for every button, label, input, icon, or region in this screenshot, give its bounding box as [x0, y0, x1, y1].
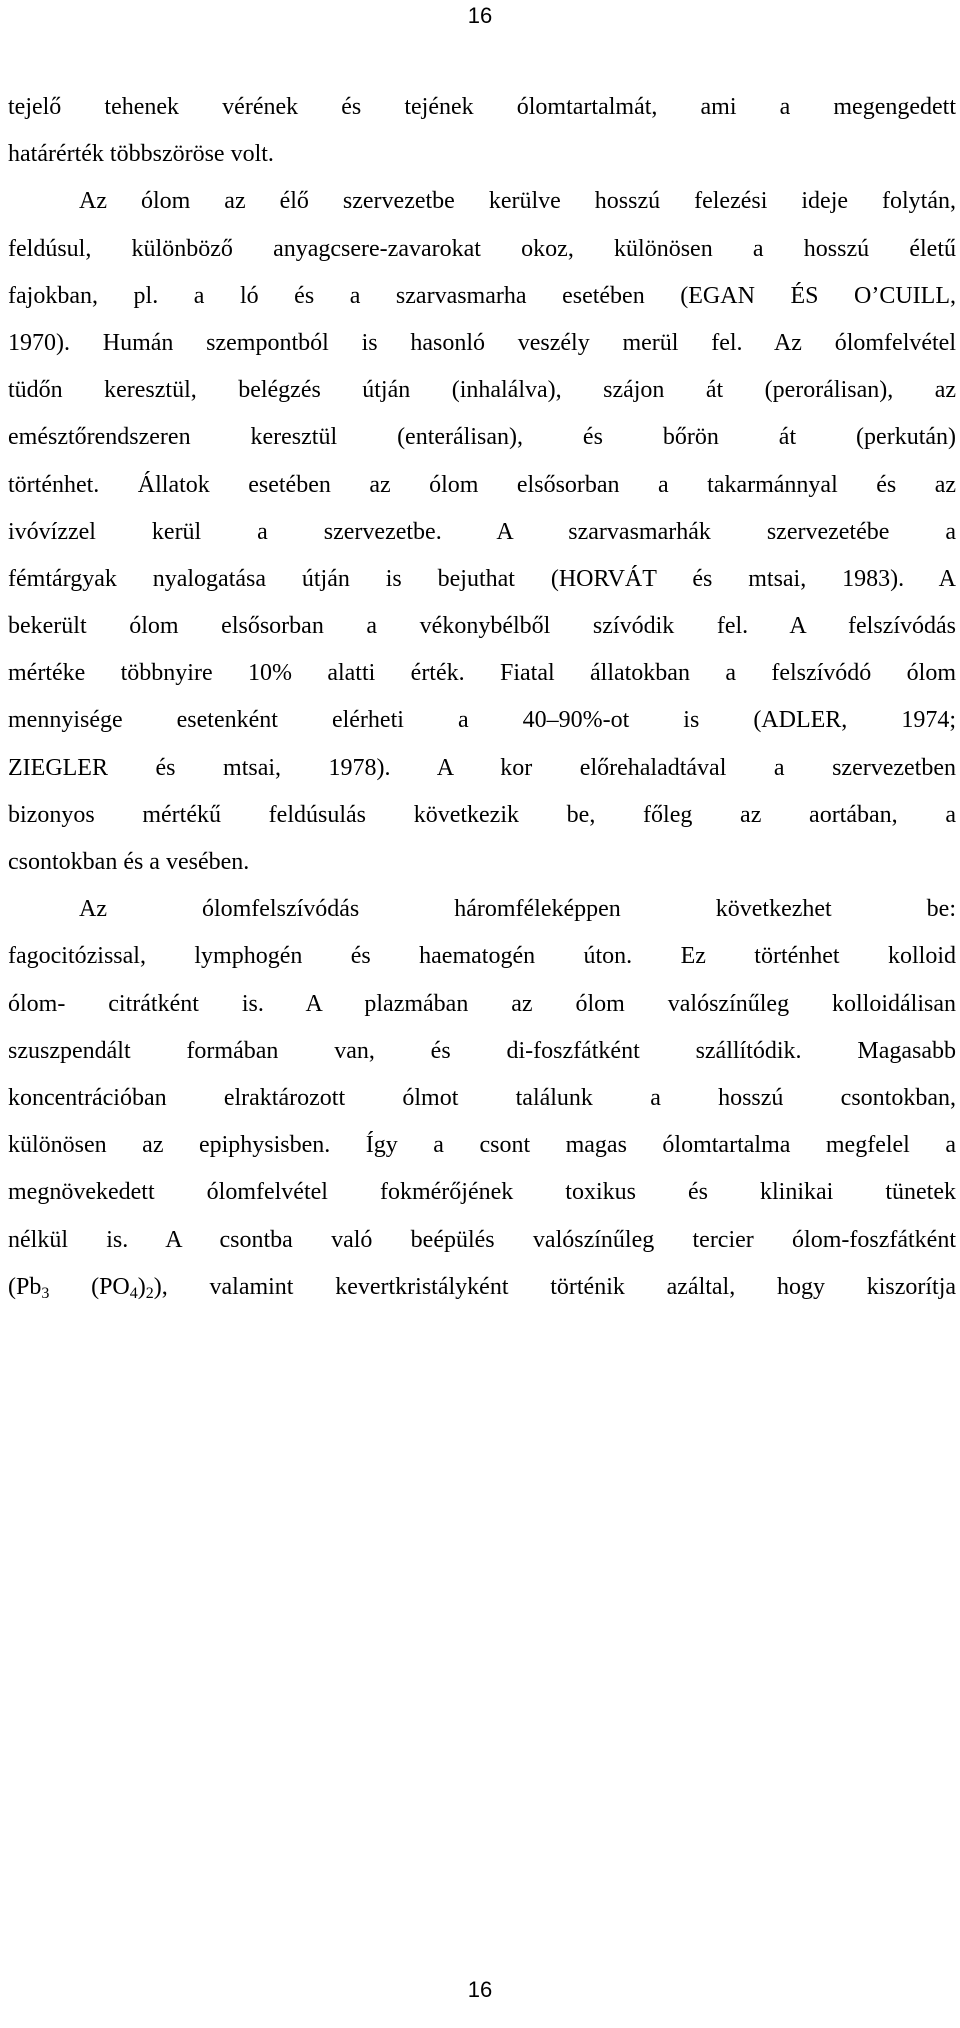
page-number-bottom: 16: [467, 1977, 493, 2002]
document-body: [8, 95, 956, 1322]
text-line: csontokban és a vesében.: [8, 849, 250, 875]
text-line: mennyisége esetenként elérheti a 40–90%-ot is (ADLER, 1974;: [8, 707, 956, 734]
text-line: szuszpendált formában van, és di-foszfátként szállítódik. Magasabb: [8, 1037, 956, 1064]
text-line: nélkül is. A csontba való beépülés valószínűleg tercier ólom-foszfátként: [8, 1226, 956, 1253]
text-line: ZIEGLER és mtsai, 1978). A kor előrehaladtával a szervezetben: [8, 754, 956, 781]
paragraph-start-line: Az ólom az élő szervezetbe kerülve hosszú felezési ideje folytán,: [79, 188, 956, 215]
text-line: fajokban, pl. a ló és a szarvasmarha esetében (EGAN ÉS O’CUILL,: [8, 282, 956, 309]
text-line: emésztőrendszeren keresztül (enterálisan), és bőrön át (perkután): [8, 424, 956, 451]
text-line: feldúsul, különböző anyagcsere-zavarokat okoz, különösen a hosszú életű: [8, 235, 956, 262]
formula-text: ), valamint kevertkristályként történik azáltal, hogy kiszorítja: [153, 1273, 957, 1300]
formula-subscript: 2: [145, 1284, 154, 1302]
text-line: bekerült ólom elsősorban a vékonybélből szívódik fel. A felszívódás: [8, 613, 956, 640]
formula-subscript: 3: [41, 1284, 50, 1302]
text-line: fagocitózissal, lymphogén és haematogén úton. Ez történhet kolloid: [8, 943, 956, 970]
text-line: tüdőn keresztül, belégzés útján (inhalálva), szájon át (perorálisan), az: [8, 377, 956, 404]
formula-text: (PO: [49, 1273, 130, 1300]
text-line: mértéke többnyire 10% alatti érték. Fiatal állatokban a felszívódó ólom: [8, 660, 956, 687]
formula-text: (Pb: [8, 1273, 42, 1300]
text-line: ivóvízzel kerül a szervezetbe. A szarvasmarhák szervezetébe a: [8, 518, 956, 545]
text-line: ólom- citrátként is. A plazmában az ólom valószínűleg kolloidálisan: [8, 990, 956, 1017]
text-line: 1970). Humán szempontból is hasonló veszély merül fel. Az ólomfelvétel: [8, 329, 956, 356]
formula-text: ): [137, 1273, 146, 1300]
text-line: különösen az epiphysisben. Így a csont magas ólomtartalma megfelel a: [8, 1132, 956, 1159]
text-line: határérték többszöröse volt.: [8, 141, 274, 168]
text-line: tejelő tehenek vérének és tejének ólomtartalmát, ami a megengedett: [8, 94, 956, 120]
page-number-top: 16: [467, 3, 493, 28]
formula-line: [8, 1275, 956, 1322]
text-line: koncentrációban elraktározott ólmot találunk a hosszú csontokban,: [8, 1084, 956, 1111]
formula-subscript: 4: [129, 1284, 138, 1302]
text-line: történhet. Állatok esetében az ólom elsősorban a takarmánnyal és az: [8, 471, 956, 498]
text-line: bizonyos mértékű feldúsulás következik be, főleg az aortában, a: [8, 801, 956, 828]
text-line: fémtárgyak nyalogatása útján is bejuthat (HORVÁT és mtsai, 1983). A: [8, 565, 956, 592]
text-line: megnövekedett ólomfelvétel fokmérőjének toxikus és klinikai tünetek: [8, 1179, 956, 1206]
paragraph-start-line: Az ólomfelszívódás háromféleképpen következhet be:: [79, 896, 956, 923]
